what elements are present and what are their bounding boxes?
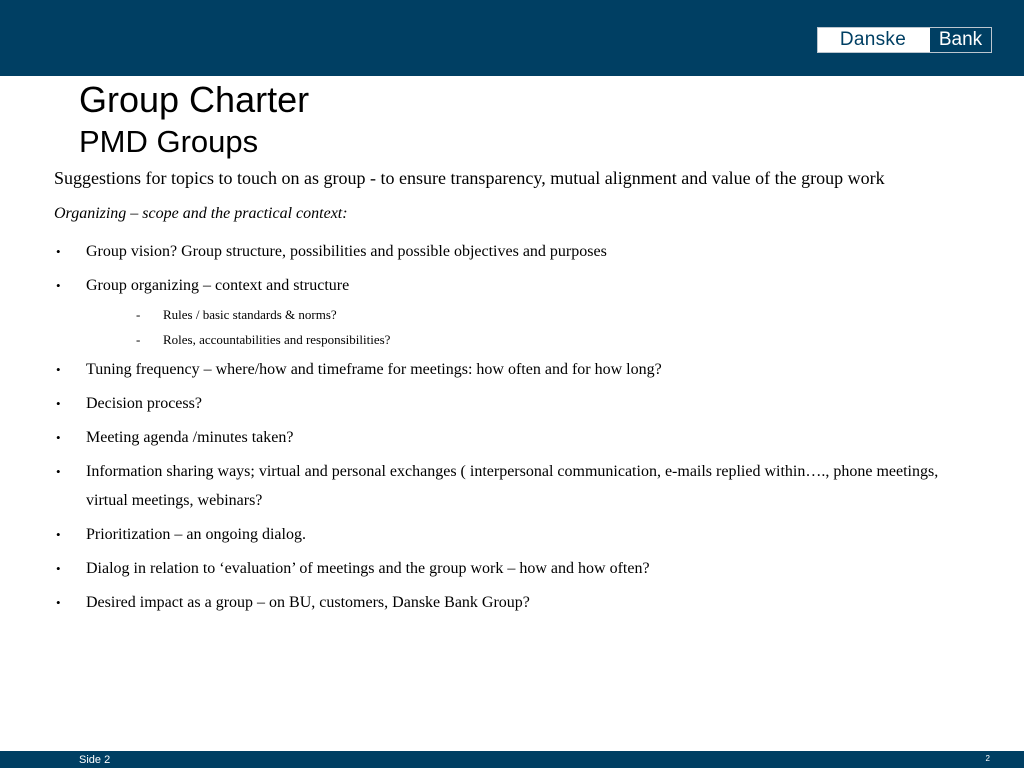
bullet-item	[54, 389, 954, 418]
section-heading: Organizing – scope and the practical context:	[54, 205, 348, 222]
bullet-text: Dialog in relation to ‘evaluation’ of meetings and the group work – how and how often?	[86, 560, 650, 577]
bullet-marker: •	[56, 278, 61, 293]
danske-bank-logo	[817, 27, 992, 53]
bullet-text: Tuning frequency – where/how and timeframe for meetings: how often and for how long?	[86, 361, 662, 378]
bullet-marker: •	[56, 464, 61, 479]
bullet-item	[54, 457, 954, 515]
bullet-item	[54, 271, 954, 350]
sub-bullet-item	[86, 330, 954, 350]
bullet-text: Group organizing – context and structure	[86, 277, 350, 294]
bullet-text: Group vision? Group structure, possibilities and possible objectives and purposes	[86, 243, 607, 260]
bullet-item	[54, 520, 954, 549]
bullet-marker: •	[56, 561, 61, 576]
bullet-marker: •	[56, 527, 61, 542]
sub-bullet-text: Rules / basic standards & norms?	[163, 307, 337, 322]
slide-title: Group Charter	[79, 79, 310, 120]
bullet-text: Decision process?	[86, 395, 202, 412]
bullet-text: Desired impact as a group – on BU, customers, Danske Bank Group?	[86, 594, 530, 611]
footer-bar	[0, 751, 1024, 768]
bullet-marker: •	[56, 595, 61, 610]
bullet-marker: •	[56, 396, 61, 411]
bullet-list	[54, 237, 954, 622]
bullet-text: Prioritization – an ongoing dialog.	[86, 526, 306, 543]
bullet-marker: •	[56, 244, 61, 259]
bullet-marker: •	[56, 362, 61, 377]
logo-text-left: Danske	[818, 28, 928, 52]
sub-bullet-item	[86, 305, 954, 325]
bullet-item	[54, 237, 954, 266]
intro-text: Suggestions for topics to touch on as group - to ensure transparency, mutual alignment and value of the group work	[54, 168, 885, 188]
bullet-marker: •	[56, 430, 61, 445]
logo-text-right: Bank	[928, 28, 991, 52]
footer-slide-label: Side 2	[79, 754, 111, 766]
sub-bullet-marker: -	[136, 307, 141, 322]
sub-bullet-marker: -	[136, 332, 141, 347]
slide-subtitle: PMD Groups	[79, 124, 259, 159]
bullet-text: Information sharing ways; virtual and personal exchanges ( interpersonal communication, e-mails replied within…., phone meetings, virtual meetings, webinars?	[86, 463, 939, 509]
bullet-text: Meeting agenda /minutes taken?	[86, 429, 294, 446]
header-bar	[0, 0, 1024, 76]
bullet-item	[54, 355, 954, 384]
footer-page-number: 2	[985, 754, 990, 763]
bullet-item	[54, 423, 954, 452]
sub-bullet-list	[86, 305, 954, 350]
bullet-item	[54, 588, 954, 617]
bullet-item	[54, 554, 954, 583]
sub-bullet-text: Roles, accountabilities and responsibilities?	[163, 332, 391, 347]
